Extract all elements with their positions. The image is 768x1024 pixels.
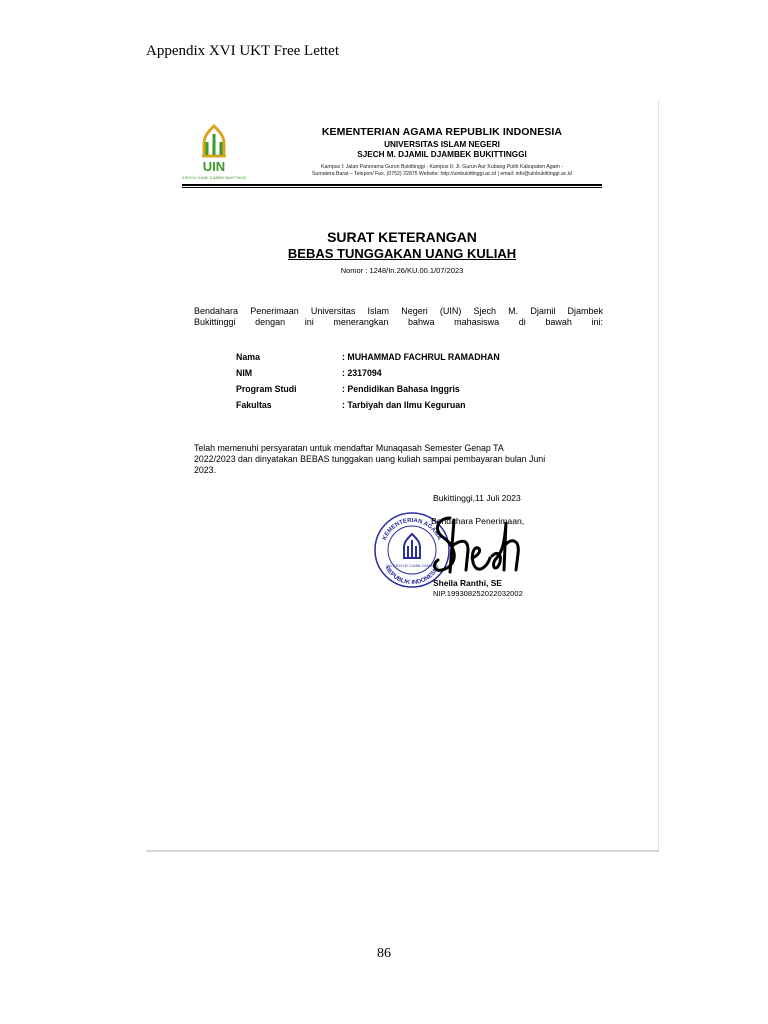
letter-subtitle: BEBAS TUNGGAKAN UANG KULIAH	[287, 246, 517, 261]
detail-label: Program Studi	[236, 384, 297, 394]
logo-text: UIN	[202, 159, 226, 174]
student-details	[236, 352, 556, 416]
university-name: SJECH M. DJAMIL DJAMBEK BUKITTINGGI	[357, 150, 527, 159]
detail-row-nim	[236, 368, 556, 384]
page-heading: Appendix XVI UKT Free Lettet	[146, 43, 340, 59]
logo-subtext: SJECH M. DJAMIL DJAMBEK BUKITTINGGI	[182, 176, 246, 180]
letterhead-rule-thin	[182, 187, 602, 188]
stamp-top-text: KEMENTERIAN AGAMA	[381, 517, 443, 542]
letterhead	[182, 122, 602, 186]
letter-title: SURAT KETERANGAN	[327, 229, 477, 245]
detail-label: Fakultas	[236, 400, 272, 410]
ministry-name: KEMENTERIAN AGAMA REPUBLIK INDONESIA	[321, 126, 563, 138]
letter-number: Nomor : 1248/In.26/KU.00.1/07/2023	[340, 266, 464, 275]
detail-row-faculty	[236, 400, 556, 416]
detail-row-name	[236, 352, 556, 368]
detail-value: : Tarbiyah dan Ilmu Keguruan	[342, 400, 466, 410]
stamp-inner-text: UIN SJECH M. DJAMIL DJAMBEK	[385, 564, 439, 568]
university-label: UNIVERSITAS ISLAM NEGERI	[384, 140, 500, 149]
handwritten-signature-icon	[428, 512, 528, 588]
detail-value: : MUHAMMAD FACHRUL RAMADHAN	[342, 352, 500, 362]
signer-name: Sheila Ranthi, SE	[433, 578, 502, 588]
letterhead-text	[246, 126, 638, 178]
detail-row-program	[236, 384, 556, 400]
detail-value: : 2317094	[342, 368, 382, 378]
intro-paragraph	[194, 306, 603, 328]
scanned-letter	[146, 100, 659, 852]
signer-nip: NIP.199308252022032002	[433, 589, 523, 598]
page-number: 86	[377, 946, 391, 961]
closing-line-1: Telah memenuhi persyaratan untuk mendaftar Munaqasah Semester Genap TA	[194, 443, 504, 453]
closing-line-2: 2022/2023 dan dinyatakan BEBAS tunggakan uang kuliah sampai pembayaran bulan Juni	[194, 454, 546, 464]
intro-line-2: Bukittinggi dengan ini menerangkan bahwa mahasiswa di bawah ini:	[194, 317, 603, 327]
address-line-2: Sumatera Barat – Telepon/ Fax. (0752) 22875 Website: http://uinbukittinggi.ac.id | email: info@uinbukittinggi.ac.id	[312, 171, 572, 177]
intro-line-1: Bendahara Penerimaan Universitas Islam Negeri (UIN) Sjech M. Djamil Djambek	[194, 306, 603, 316]
detail-label: Nama	[236, 352, 260, 362]
address	[246, 164, 638, 178]
signer-role: Bendahara Penerimaan,	[431, 516, 525, 526]
address-line-1: Kampus I: Jalan Panorama Gurun Bukittinggi - Kampus II: Jl. Gurun Aur Kubang Putih Kabupaten Agam -	[321, 164, 563, 170]
place-date: Bukittinggi,11 Juli 2023	[433, 493, 521, 503]
closing-line-3: 2023.	[194, 465, 217, 475]
letterhead-rule-thick	[182, 184, 602, 186]
detail-value: : Pendidikan Bahasa Inggris	[342, 384, 460, 394]
detail-label: NIM	[236, 368, 253, 378]
uin-logo-icon	[182, 122, 246, 184]
closing-paragraph	[194, 443, 614, 476]
stamp-bottom-text: REPUBLIK INDONESIA	[383, 565, 441, 587]
